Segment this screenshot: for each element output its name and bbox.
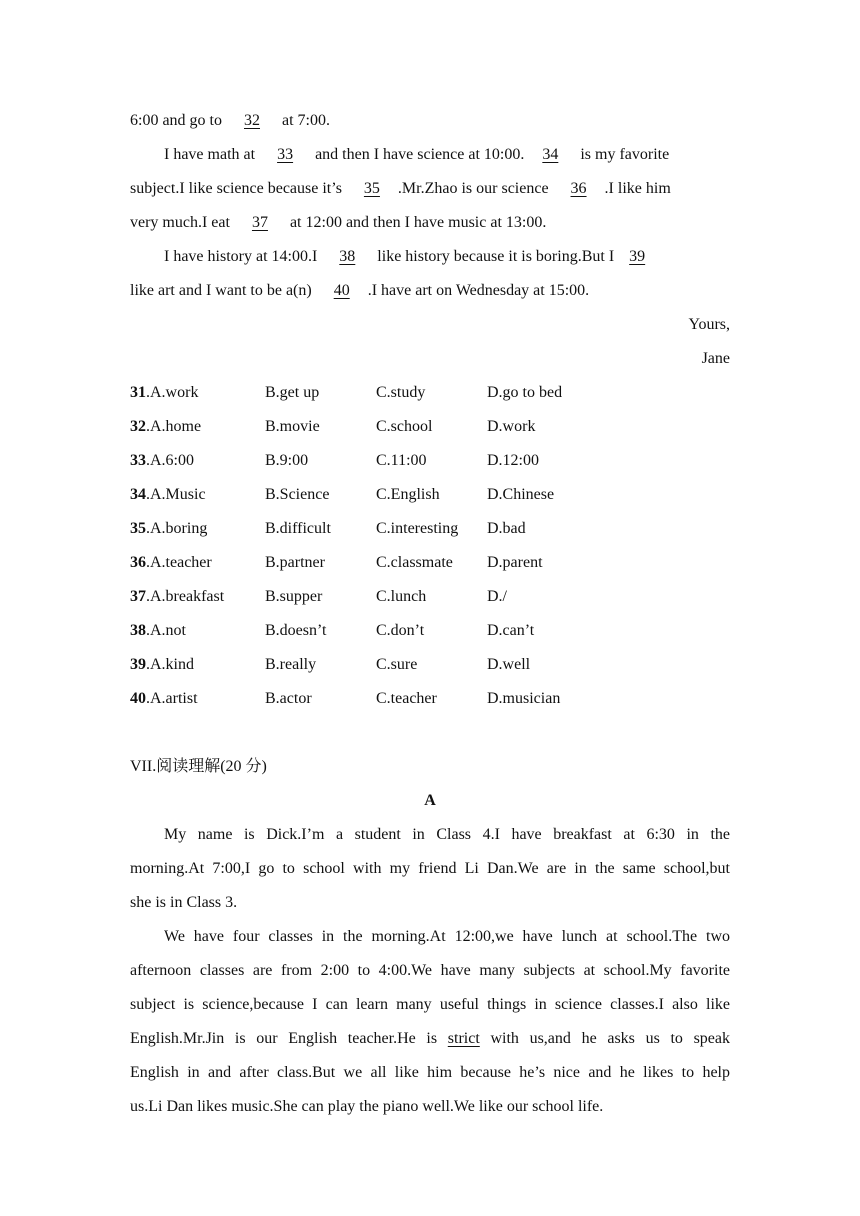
option-row [130, 682, 730, 716]
letter-line-1 [130, 104, 730, 138]
options-list [130, 376, 730, 716]
letter-closing: Yours, [688, 316, 730, 333]
text: I have math at [164, 146, 260, 163]
question-number: 36 [130, 554, 146, 571]
text: like history because it is boring.But I [373, 248, 619, 265]
option-b[interactable]: B.Science [265, 486, 330, 503]
blank-36[interactable]: 36 [570, 180, 587, 197]
text: subject.I like science because it’s [130, 180, 346, 197]
option-row [130, 614, 730, 648]
option-a[interactable]: .A.not [146, 622, 186, 639]
option-b[interactable]: B.movie [265, 418, 320, 435]
option-c[interactable]: C.don’t [376, 622, 425, 639]
option-b[interactable]: B.doesn’t [265, 622, 327, 639]
question-number: 37 [130, 588, 146, 605]
question-number: 39 [130, 656, 146, 673]
paragraph-line: afternoon classes are from 2:00 to 4:00.We have many subjects at school.My favorite [130, 962, 730, 979]
option-b[interactable]: B.supper [265, 588, 323, 605]
option-d[interactable]: D.parent [487, 554, 543, 571]
option-d[interactable]: D.go to bed [487, 384, 563, 401]
option-b[interactable]: B.really [265, 656, 317, 673]
option-c[interactable]: C.sure [376, 656, 418, 673]
question-number: 38 [130, 622, 146, 639]
option-d[interactable]: D.work [487, 418, 536, 435]
option-a[interactable]: .A.home [146, 418, 202, 435]
blank-40[interactable]: 40 [333, 282, 350, 299]
text: 6:00 and go to [130, 112, 226, 129]
paragraph-1 [130, 818, 730, 920]
passage-label: A [424, 792, 436, 809]
option-row [130, 376, 730, 410]
text: .I have art on Wednesday at 15:00. [367, 282, 590, 299]
question-number: 40 [130, 690, 146, 707]
text: is my favorite [576, 146, 670, 163]
option-row [130, 478, 730, 512]
paragraph-line: us.Li Dan likes music.She can play the piano well.We like our school life. [130, 1098, 604, 1115]
paragraph-line: morning.At 7:00,I go to school with my friend Li Dan.We are in the same school,but [130, 860, 730, 877]
option-a[interactable]: .A.artist [146, 690, 198, 707]
option-row [130, 648, 730, 682]
text: English.Mr.Jin is our English teacher.He is [130, 1030, 448, 1047]
text: like art and I want to be a(n) [130, 282, 316, 299]
option-c[interactable]: C.English [376, 486, 440, 503]
option-b[interactable]: B.get up [265, 384, 320, 401]
underlined-word: strict [447, 1030, 480, 1047]
option-c[interactable]: C.lunch [376, 588, 427, 605]
paragraph-line: English in and after class.But we all like him because he’s nice and he likes to help [130, 1064, 730, 1081]
letter-line-6 [130, 274, 730, 308]
letter-line-3 [130, 172, 730, 206]
question-number: 35 [130, 520, 146, 537]
blank-32[interactable]: 32 [244, 112, 260, 129]
text: I have history at 14:00.I [164, 248, 322, 265]
option-d[interactable]: D.Chinese [487, 486, 555, 503]
option-d[interactable]: D.12:00 [487, 452, 539, 469]
letter-line-2 [130, 138, 730, 172]
option-b[interactable]: B.9:00 [265, 452, 309, 469]
text: very much.I eat [130, 214, 234, 231]
option-c[interactable]: C.classmate [376, 554, 453, 571]
paragraph-line: subject is science,because I can learn many useful things in science classes.I also like [130, 996, 730, 1013]
text: with us,and he asks us to speak [479, 1030, 731, 1047]
blank-38[interactable]: 38 [339, 248, 356, 265]
option-c[interactable]: C.teacher [376, 690, 437, 707]
letter-signature: Jane [701, 350, 730, 367]
option-d[interactable]: D./ [487, 588, 507, 605]
option-d[interactable]: D.musician [487, 690, 561, 707]
blank-33[interactable]: 33 [277, 146, 294, 163]
option-a[interactable]: .A.kind [146, 656, 194, 673]
question-number: 31 [130, 384, 146, 401]
question-number: 33 [130, 452, 146, 469]
paragraph-line: My name is Dick.I’m a student in Class 4.I have breakfast at 6:30 in the [164, 826, 730, 843]
option-a[interactable]: .A.teacher [146, 554, 212, 571]
question-number: 34 [130, 486, 146, 503]
option-c[interactable]: C.school [376, 418, 433, 435]
text: at 12:00 and then I have music at 13:00. [285, 214, 547, 231]
option-row [130, 512, 730, 546]
blank-39[interactable]: 39 [629, 248, 646, 265]
option-a[interactable]: .A.boring [146, 520, 208, 537]
spacer [130, 716, 730, 750]
option-b[interactable]: B.partner [265, 554, 325, 571]
option-row [130, 444, 730, 478]
letter-line-5 [130, 240, 730, 274]
option-a[interactable]: .A.work [146, 384, 199, 401]
option-c[interactable]: C.interesting [376, 520, 459, 537]
document-page [130, 104, 730, 1124]
paragraph-line: she is in Class 3. [130, 894, 238, 911]
option-d[interactable]: D.bad [487, 520, 526, 537]
text: .I like him [604, 180, 671, 197]
option-a[interactable]: .A.6:00 [146, 452, 194, 469]
section-heading: VII.阅读理解(20 分) [130, 758, 267, 775]
option-c[interactable]: C.11:00 [376, 452, 427, 469]
blank-37[interactable]: 37 [251, 214, 268, 231]
option-a[interactable]: .A.Music [146, 486, 206, 503]
option-d[interactable]: D.well [487, 656, 531, 673]
option-a[interactable]: .A.breakfast [146, 588, 225, 605]
text: and then I have science at 10:00. [311, 146, 525, 163]
question-number: 32 [130, 418, 146, 435]
option-d[interactable]: D.can’t [487, 622, 535, 639]
paragraph-line [130, 1022, 730, 1056]
blank-34[interactable]: 34 [542, 146, 559, 163]
letter-line-4 [130, 206, 730, 240]
option-row [130, 410, 730, 444]
blank-35[interactable]: 35 [363, 180, 380, 197]
option-row [130, 546, 730, 580]
paragraph-2 [130, 920, 730, 1124]
text: .Mr.Zhao is our science [397, 180, 553, 197]
option-b[interactable]: B.difficult [265, 520, 331, 537]
option-b[interactable]: B.actor [265, 690, 312, 707]
text: at 7:00. [278, 112, 330, 129]
option-row [130, 580, 730, 614]
paragraph-line: We have four classes in the morning.At 12:00,we have lunch at school.The two [164, 928, 730, 945]
option-c[interactable]: C.study [376, 384, 426, 401]
